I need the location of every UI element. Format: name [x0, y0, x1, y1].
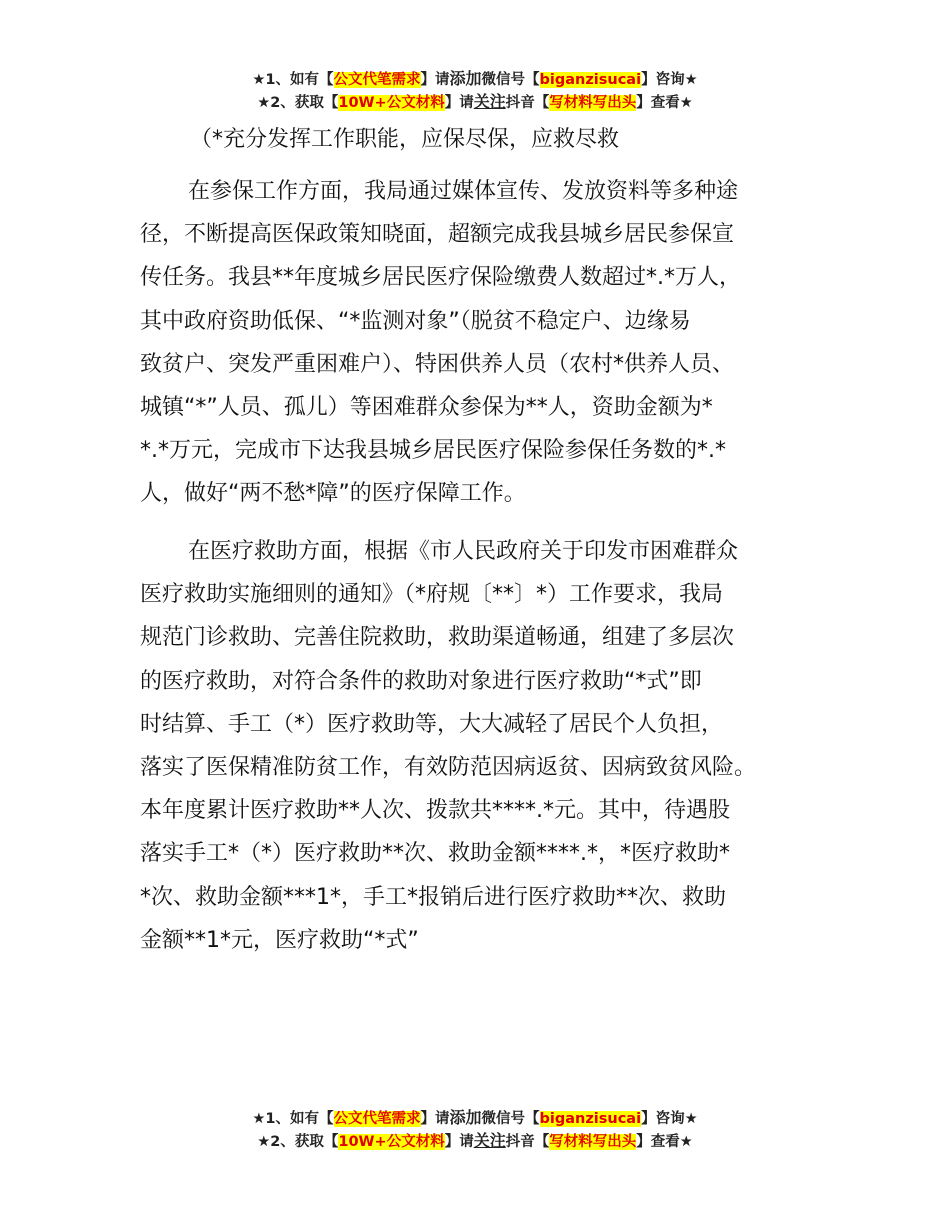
text-line: 金额**1*元，医疗救助“*式”: [140, 927, 419, 953]
highlight-service: 公文代笔需求: [333, 1111, 421, 1127]
text-line: 人，做好“两不愁*障”的医疗保障工作。: [140, 481, 526, 507]
paragraph-medical-aid: [140, 530, 830, 962]
banner-line-2: ★2、获取【10W+公文材料】请关注抖音【写材料写出头】查看★: [257, 1131, 693, 1150]
text-line: 其中政府资助低保、“*监测对象”（脱贫不稳定户、边缘易: [140, 308, 691, 334]
text-line: 径，不断提高医保政策知晓面，超额完成我县城乡居民参保宣: [140, 222, 735, 248]
highlight-materials: 10W+公文材料: [338, 95, 445, 111]
paragraph-enrollment: [140, 170, 830, 516]
highlight-douyin: 写材料写出头: [549, 95, 637, 111]
text-line: 落实手工*（*）医疗救助**次、救助金额****.*，*医疗救助*: [140, 841, 730, 867]
text-line: 传任务。我县**年度城乡居民医疗保险缴费人数超过*.*万人，: [140, 265, 741, 291]
highlight-service: 公文代笔需求: [333, 72, 421, 88]
text-line: 的医疗救助，对符合条件的救助对象进行医疗救助“*式”即: [140, 668, 702, 694]
text-line: 在医疗救助方面，根据《市人民政府关于印发市困难群众: [188, 539, 739, 564]
text-line: 在参保工作方面，我局通过媒体宣传、发放资料等多种途: [188, 179, 739, 204]
text-line: 时结算、手工（*）医疗救助等，大大减轻了居民个人负担，: [140, 711, 724, 737]
section-heading: （*充分发挥工作职能，应保尽保，应救尽救: [190, 127, 620, 152]
highlight-douyin: 写材料写出头: [549, 1134, 637, 1150]
text-line: 城镇“*”人员、孤儿）等困难群众参保为**人，资助金额为*: [140, 395, 713, 421]
text-line: 致贫户、突发严重困难户）、特困供养人员（农村*供养人员、: [140, 351, 735, 377]
banner-line-1: ★1、如有【公文代笔需求】请添加微信号【biganzisucai】咨询★: [252, 69, 698, 88]
text-line: 规范门诊救助、完善住院救助，救助渠道畅通，组建了多层次: [140, 625, 735, 651]
text-line: *次、救助金额***1*，手工*报销后进行医疗救助**次、救助: [140, 884, 726, 910]
text-line: 医疗救助实施细则的通知》（*府规〔**〕*）工作要求，我局: [140, 582, 724, 608]
highlight-wechat-id: biganzisucai: [539, 1111, 642, 1127]
highlight-materials: 10W+公文材料: [338, 1134, 445, 1150]
bottom-banner: [0, 1107, 950, 1153]
banner-line-1: ★1、如有【公文代笔需求】请添加微信号【biganzisucai】咨询★: [252, 1108, 698, 1127]
highlight-wechat-id: biganzisucai: [539, 72, 642, 88]
text-line: 本年度累计医疗救助**人次、拨款共****.*元。其中，待遇股: [140, 798, 730, 824]
text-line: 落实了医保精准防贫工作，有效防范因病返贫、因病致贫风险。: [140, 755, 757, 781]
top-banner: [0, 68, 950, 114]
text-line: *.*万元，完成市下达我县城乡居民医疗保险参保任务数的*.*: [140, 438, 726, 464]
banner-line-2: ★2、获取【10W+公文材料】请关注抖音【写材料写出头】查看★: [257, 92, 693, 111]
